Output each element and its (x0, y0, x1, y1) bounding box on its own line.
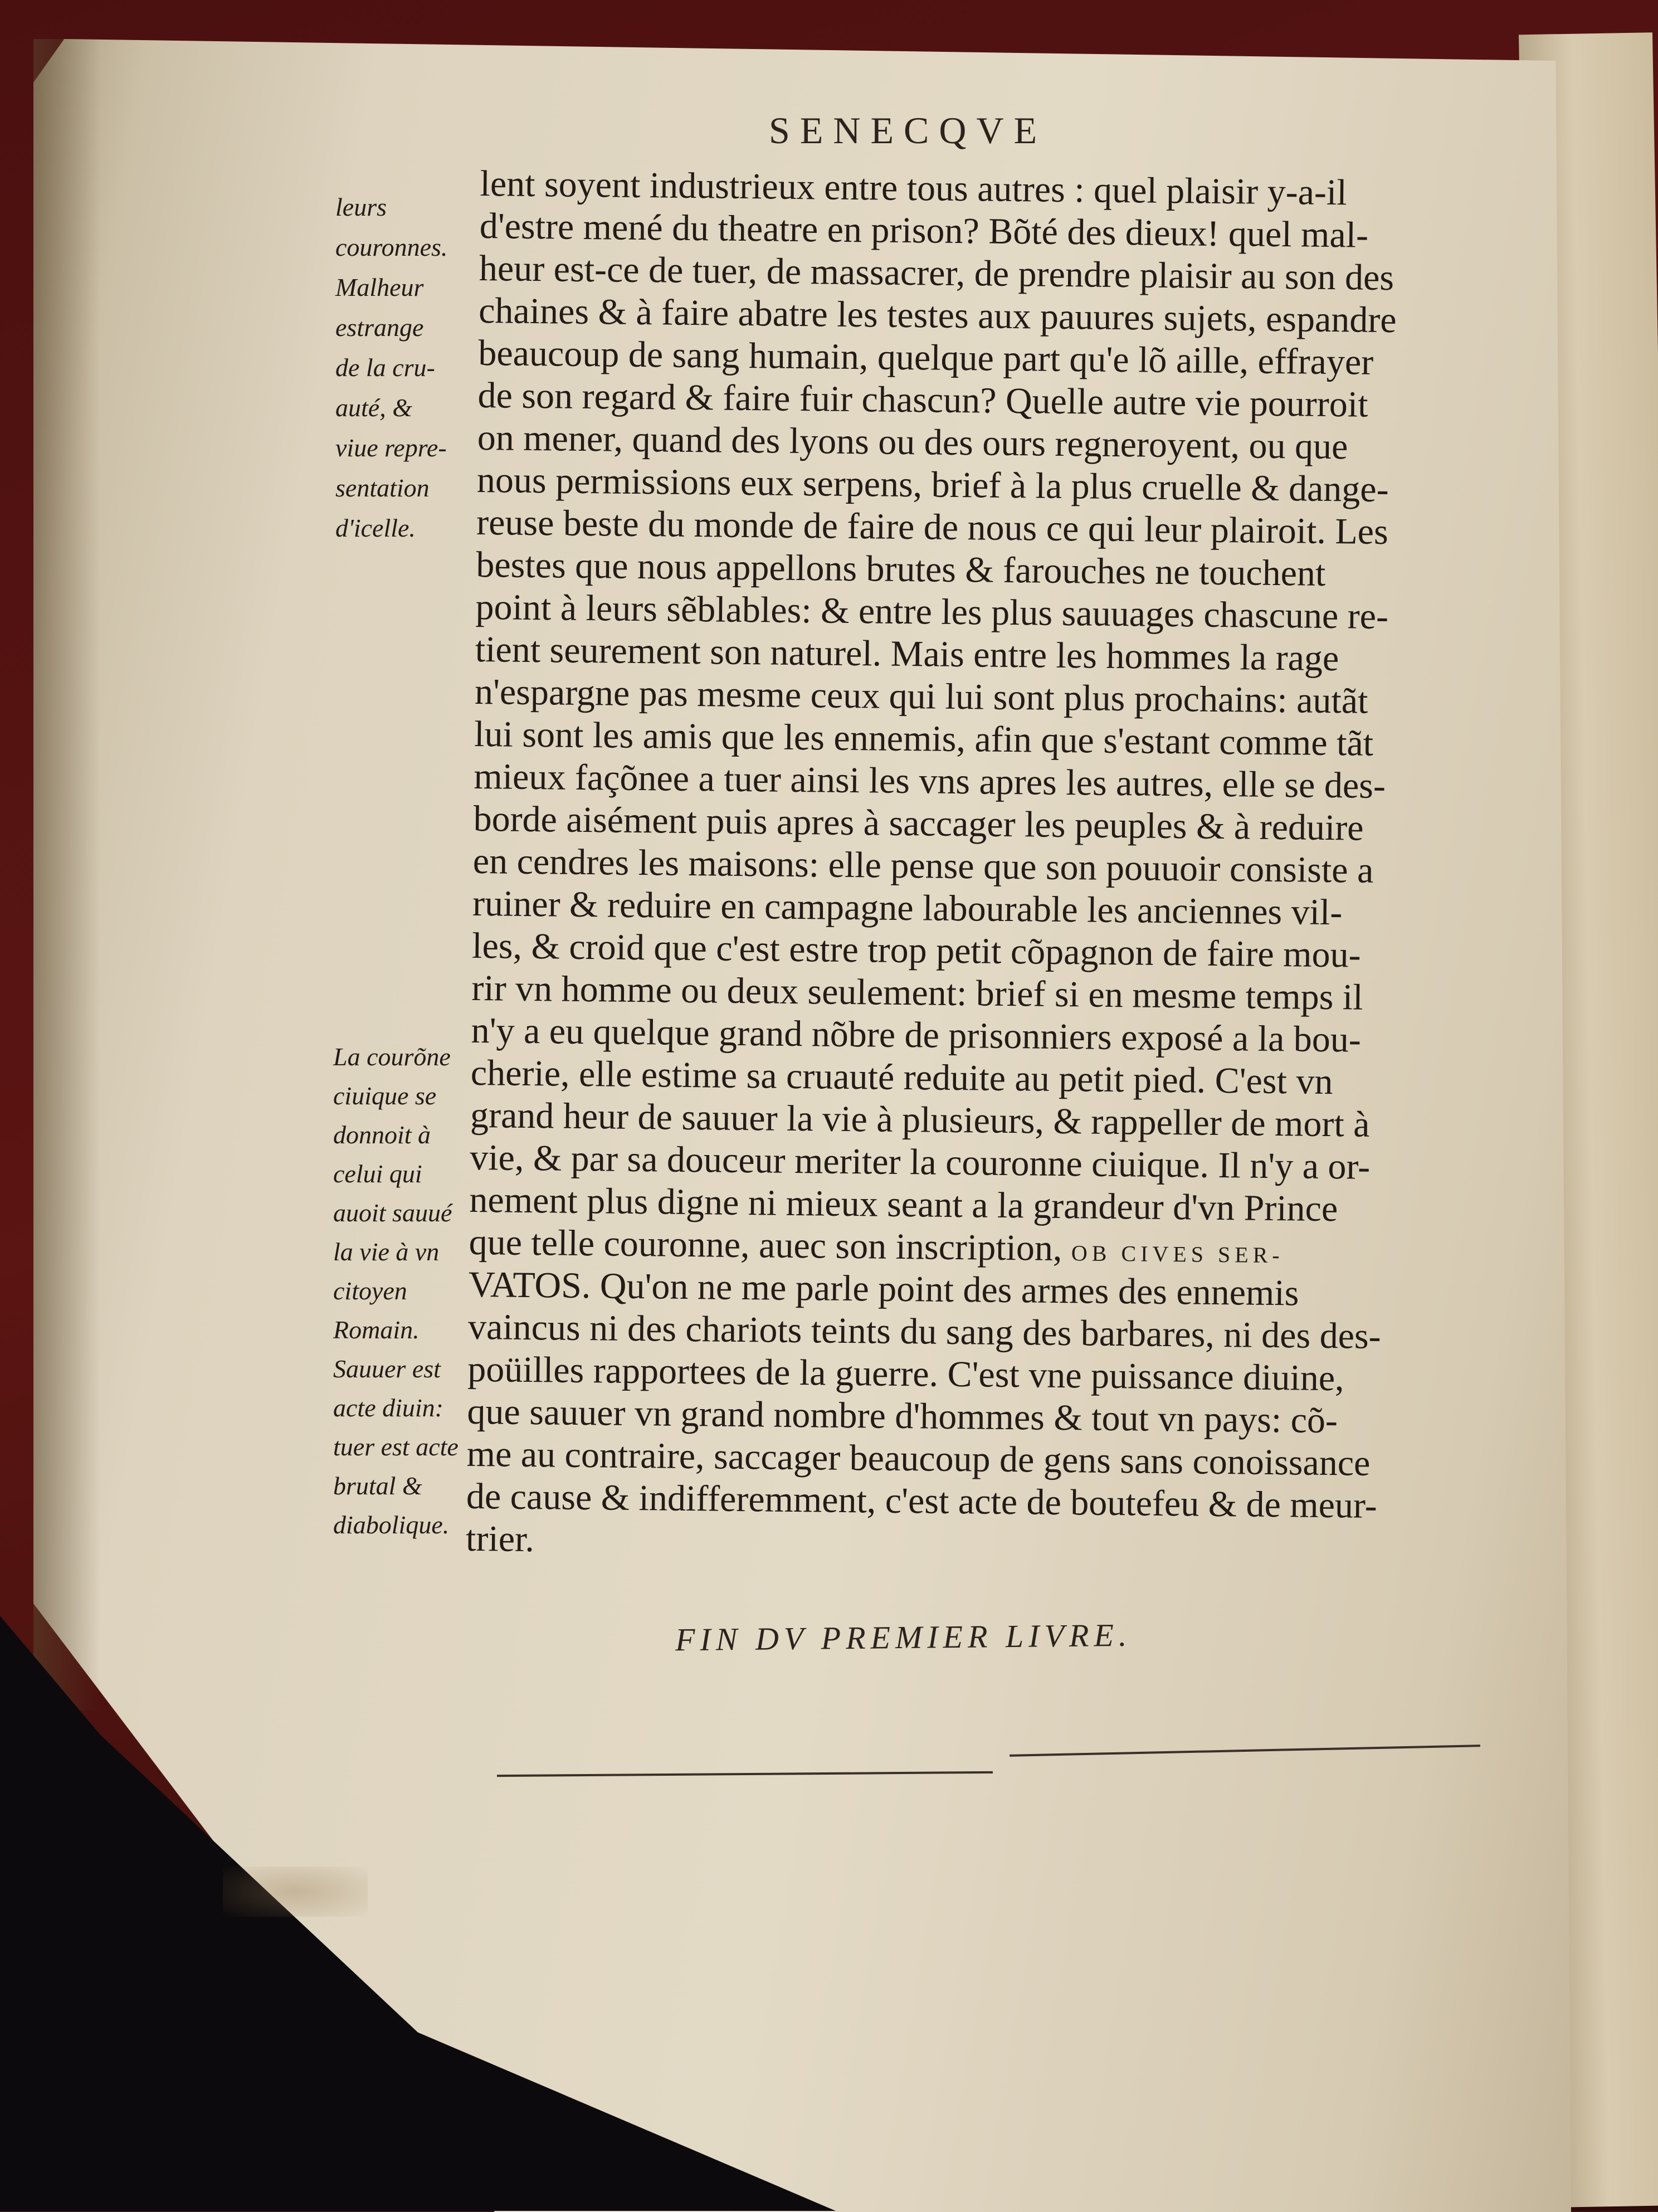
text-line: beaucoup de sang humain, quelque part qu'e lõ aille, effrayer (478, 332, 1374, 383)
text-line: VATOS. Qu'on ne me parle point des armes des ennemis (468, 1264, 1299, 1314)
text-line: en cendres les maisons: elle pense que son pouuoir consiste a (472, 840, 1374, 891)
text-line: grand heur de sauuer la vie à plusieurs, & rappeller de mort à (470, 1094, 1370, 1145)
text-line: lent soyent industrieux entre tous autres : quel plaisir y-a-il (480, 163, 1348, 213)
text-line: n'y a eu quelque grand nõbre de prisonniers exposé a la bou- (471, 1010, 1362, 1060)
margin-note-line: leurs (335, 193, 387, 221)
text-line: d'estre mené du theatre en prison? Bõté des dieux! quel mal- (479, 205, 1369, 256)
margin-note-line: ciuique se (333, 1081, 437, 1110)
main-text-block (466, 163, 1483, 1571)
margin-note-civic-crown (333, 1037, 484, 1544)
margin-note-line: de la cru- (335, 353, 435, 382)
text-line: borde aisément puis apres à saccager les peuples & à reduire (473, 798, 1364, 849)
text-line: vaincus ni des chariots teints du sang des barbares, ni des des- (467, 1306, 1382, 1357)
margin-note-line: acte diuin: (333, 1394, 443, 1422)
text-line: n'espargne pas mesme ceux qui lui sont plus prochains: autãt (474, 671, 1368, 722)
text-line: nement plus digne ni mieux seant a la grandeur d'vn Prince (469, 1179, 1338, 1230)
text-line: bestes que nous appellons brutes & farouches ne touchent (476, 544, 1326, 594)
text-line: vie, & par sa douceur meriter la couronne ciuique. Il n'y a or- (469, 1137, 1371, 1187)
text-line: que sauuer vn grand nombre d'hommes & tout vn pays: cõ- (467, 1391, 1338, 1441)
margin-note-line: estrange (335, 313, 424, 342)
paper-stain (223, 1867, 368, 1917)
margin-note-line: La courõne (333, 1042, 451, 1071)
margin-note-line: Romain. (333, 1315, 420, 1344)
text-line: cherie, elle estime sa cruauté reduite au petit pied. C'est vn (470, 1052, 1333, 1103)
margin-note-line: d'icelle. (335, 514, 416, 542)
margin-note-line: donnoit à (333, 1120, 431, 1149)
text-line: de son regard & faire fuir chascun? Quelle autre vie pourroit (477, 374, 1368, 425)
text-line: trier. (465, 1518, 535, 1560)
text-line: nous permissions eux serpens, brief à la plus cruelle & dange- (476, 459, 1389, 510)
text-line: les, & croid que c'est estre trop petit cõpagnon de faire mou- (471, 925, 1361, 976)
margin-note-line: tuer est acte (333, 1433, 459, 1461)
margin-note-line: citoyen (333, 1276, 407, 1305)
text-line: mieux façõnee a tuer ainsi les vns apres les autres, elle se des- (474, 756, 1386, 807)
margin-note-line: viue repre- (335, 433, 447, 462)
margin-note-cruelty (335, 187, 486, 548)
margin-note-line: auoit sauué (333, 1198, 452, 1227)
margin-note-line: Sauuer est (333, 1355, 441, 1383)
text-line: tient seurement son naturel. Mais entre les hommes la rage (475, 628, 1339, 679)
text-line: ruiner & reduire en campagne labourable les anciennes vil- (472, 883, 1343, 933)
inscription-caps: OB CIVES SER- (1071, 1240, 1284, 1268)
text-line: point à leurs sẽblables: & entre les plus sauuages chascune re- (475, 586, 1389, 637)
page-gutter-shadow (33, 39, 100, 1711)
margin-note-line: couronnes. (335, 233, 448, 261)
text-line: poüilles rapportees de la guerre. C'est vne puissance diuine, (467, 1348, 1345, 1399)
margin-note-line: brutal & (333, 1472, 422, 1500)
text-line: me au contraire, saccager beaucoup de gens sans conoissance (466, 1433, 1371, 1484)
text-line: rir vn homme ou deux seulement: brief si en mesme temps il (471, 967, 1363, 1018)
text-line: chaines & à faire abatre les testes aux pauures sujets, espandre (478, 290, 1397, 341)
text-line: reuse beste du monde de faire de nous ce qui leur plairoit. Les (476, 501, 1389, 553)
text-line: on mener, quand des lyons ou des ours regneroyent, ou que (477, 417, 1348, 467)
text-line: lui sont les amis que les ennemis, afin que s'estant comme tãt (474, 713, 1374, 764)
colophon-end-of-book: FIN DV PREMIER LIVRE. (675, 1616, 1132, 1658)
margin-note-line: sentation (335, 474, 430, 502)
margin-note-line: celui qui (333, 1159, 422, 1188)
running-head: SENECQVE (769, 109, 1047, 152)
margin-note-line: la vie à vn (333, 1237, 440, 1266)
text-line: heur est-ce de tuer, de massacrer, de prendre plaisir au son des (479, 247, 1394, 299)
margin-note-line: diabolique. (333, 1511, 450, 1539)
text-line: de cause & indifferemment, c'est acte de boutefeu & de meur- (466, 1475, 1378, 1526)
margin-note-line: Malheur (335, 273, 424, 301)
margin-note-line: auté, & (335, 393, 412, 422)
text-line-segment: que telle couronne, auec son inscription, (469, 1221, 1062, 1269)
